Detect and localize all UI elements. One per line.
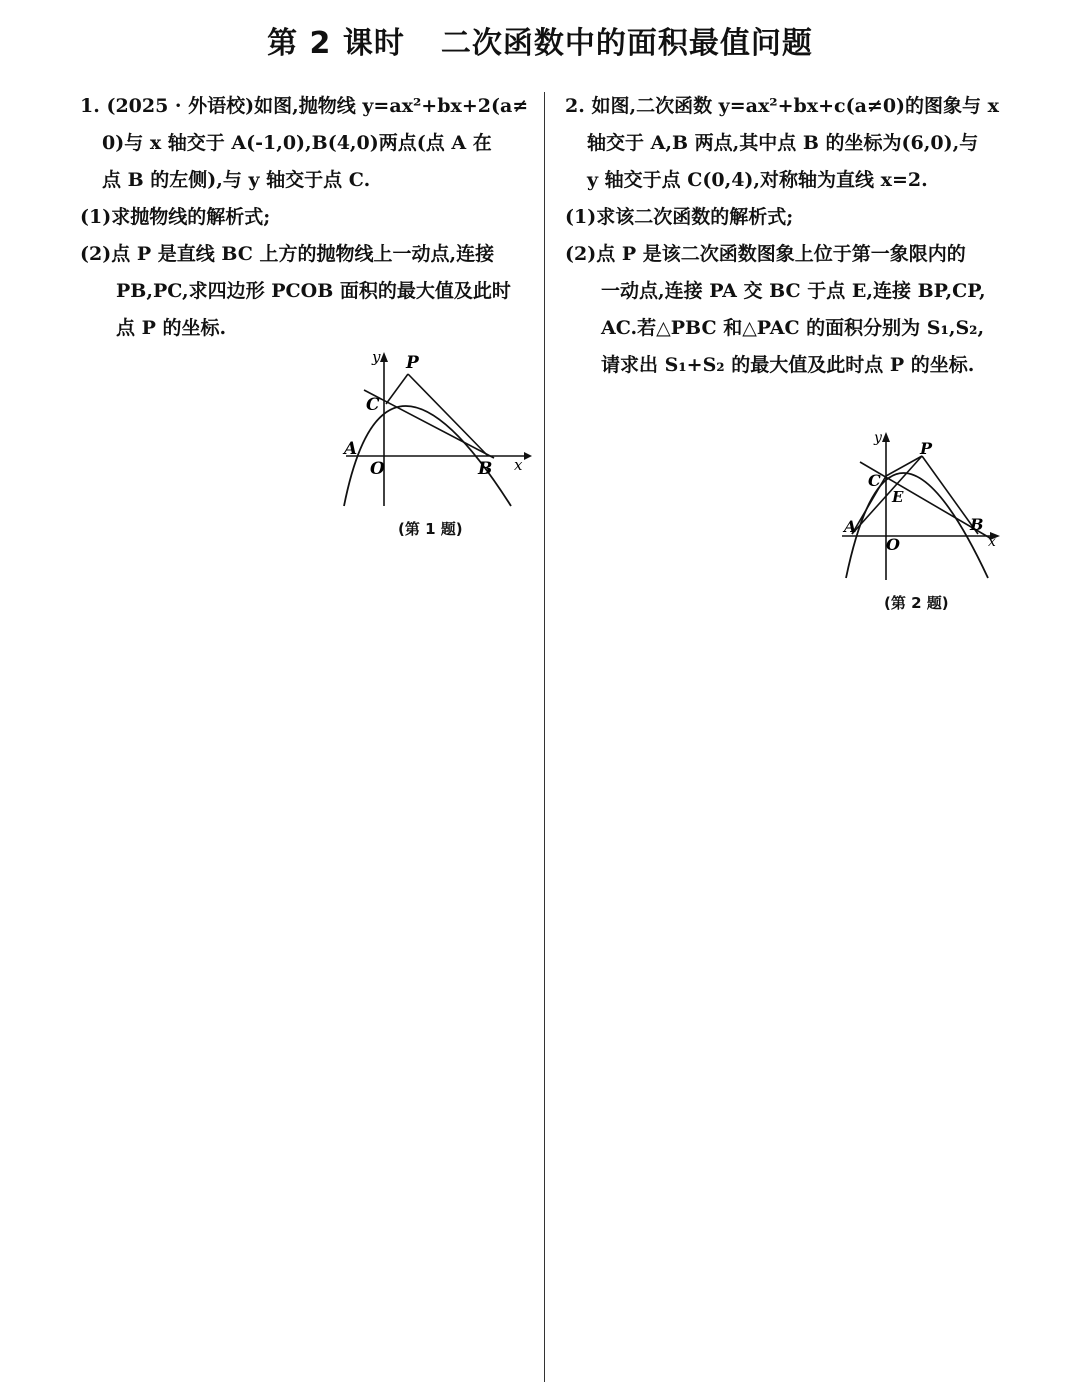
problem-2-stem-line-2: 轴交于 A,B 两点,其中点 B 的坐标为(6,0),与 (587, 132, 979, 154)
problem-2-stem-line-3: y 轴交于点 C(0,4),对称轴为直线 x=2. (587, 169, 928, 191)
segment-pa (852, 456, 922, 534)
page-title (0, 18, 1080, 62)
x-axis-arrow-icon (524, 452, 532, 460)
problem-2-caption: (第 2 题) (884, 594, 949, 612)
problem-2-figure (838, 428, 1008, 587)
label-o: O (886, 535, 900, 554)
problem-1-part-2-line-1: (2)点 P 是直线 BC 上方的抛物线上一动点,连接 (80, 243, 495, 265)
problem-1-part-1: (1)求抛物线的解析式; (80, 206, 271, 228)
problem-1-part-2-line-2: PB,PC,求四边形 PCOB 面积的最大值及此时 (116, 280, 511, 302)
problem-1-stem-line-1: 1. (2025 · 外语校)如图,抛物线 y=ax²+bx+2(a≠ (80, 95, 529, 117)
problem-2-stem-line-1: 2. 如图,二次函数 y=ax²+bx+c(a≠0)的图象与 x (565, 95, 999, 117)
problem-1-figure (336, 346, 536, 515)
label-p: P (920, 439, 933, 458)
label-e: E (892, 488, 904, 506)
problem-1-caption: (第 1 题) (398, 520, 463, 538)
problem-1-stem-line-2: 0)与 x 轴交于 A(-1,0),B(4,0)两点(点 A 在 (102, 132, 492, 154)
label-a: A (844, 517, 857, 536)
label-c: C (366, 395, 380, 415)
label-b: B (478, 459, 493, 479)
lesson-label: 第 2 课时 (267, 26, 405, 61)
label-a: A (344, 439, 358, 459)
problem-1 (80, 88, 528, 347)
segment-pb (408, 374, 488, 456)
label-p: P (406, 353, 419, 373)
label-b: B (970, 515, 984, 534)
problem-2-part-2-line-2: 一动点,连接 PA 交 BC 于点 E,连接 BP,CP, (601, 280, 986, 302)
problem-2-part-2-line-1: (2)点 P 是该二次函数图象上位于第一象限内的 (565, 243, 966, 265)
column-divider (544, 92, 545, 1382)
lesson-topic: 二次函数中的面积最值问题 (440, 26, 813, 61)
label-y: y (372, 348, 381, 366)
y-axis-arrow-icon (882, 432, 890, 442)
problem-2-part-2-line-3: AC.若△PBC 和△PAC 的面积分别为 S₁,S₂, (601, 317, 985, 339)
problem-1-part-2-line-3: 点 P 的坐标. (116, 317, 227, 339)
problem-2-part-2-line-4: 请求出 S₁+S₂ 的最大值及此时点 P 的坐标. (601, 354, 975, 376)
label-x: x (514, 456, 523, 474)
y-axis-arrow-icon (380, 352, 388, 362)
problem-2-part-1: (1)求该二次函数的解析式; (565, 206, 794, 228)
segment-pc (386, 374, 408, 404)
problem-2 (565, 88, 1010, 384)
label-c: C (868, 471, 881, 490)
label-x: x (988, 534, 996, 550)
label-o: O (370, 459, 385, 479)
problem-1-stem-line-3: 点 B 的左侧),与 y 轴交于点 C. (102, 169, 371, 191)
label-y: y (874, 430, 882, 446)
